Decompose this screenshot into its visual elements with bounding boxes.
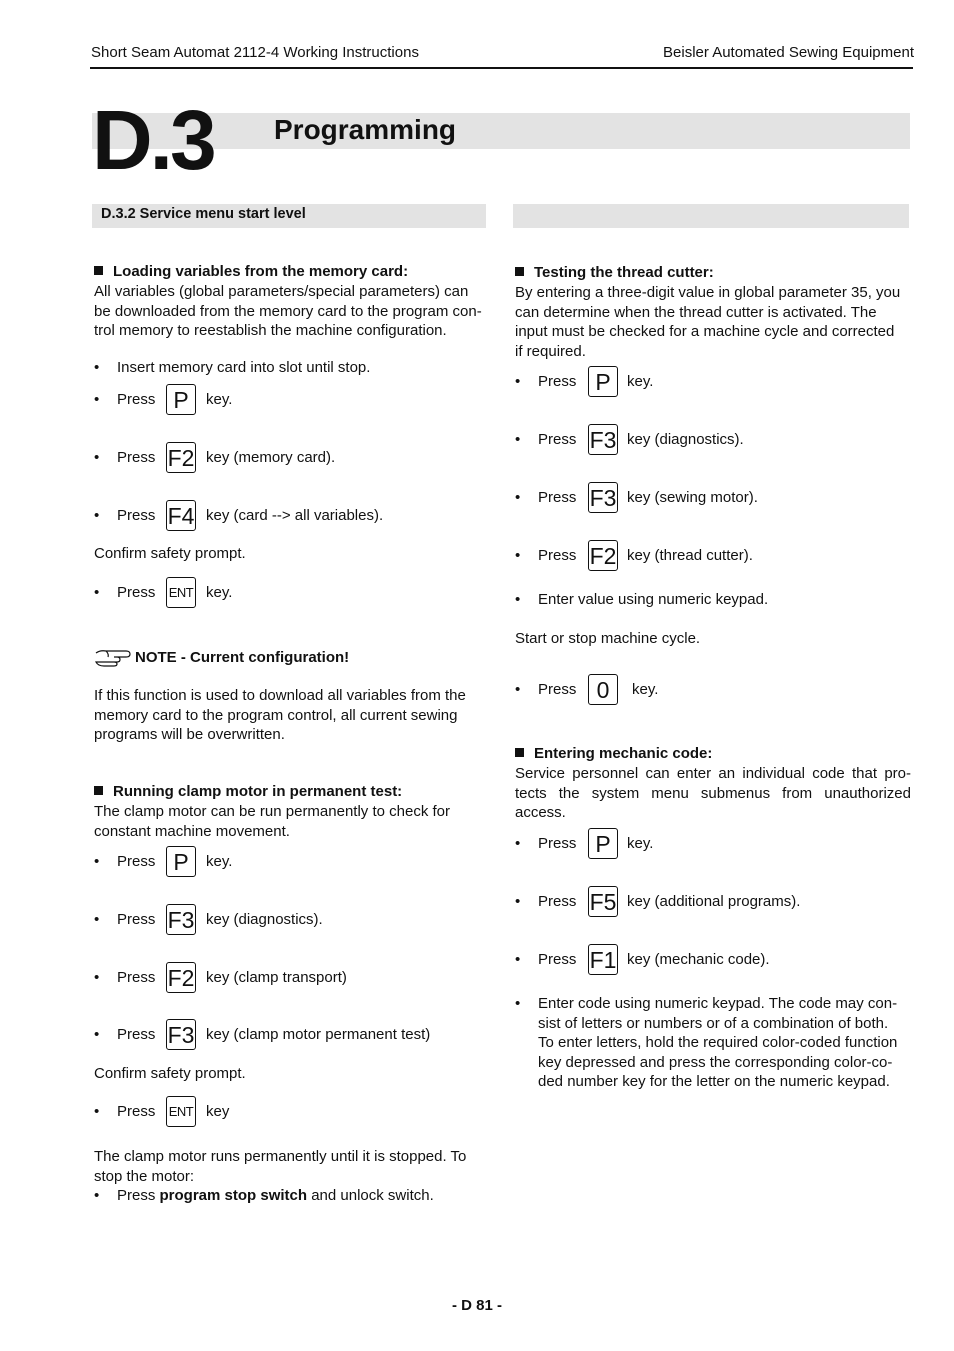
page-title: Programming [274, 114, 457, 145]
step-text: key. [206, 584, 233, 601]
key-p: P [166, 384, 196, 415]
list-item: • Press [515, 951, 577, 968]
key-f4: F4 [166, 500, 196, 531]
list-item: • Press [94, 911, 156, 928]
step-text: key. [627, 373, 654, 390]
step-text: key (diagnostics). [627, 431, 744, 448]
key-f5: F5 [588, 886, 618, 917]
key-f2: F2 [166, 442, 196, 473]
step-text: key (card --> all variables). [206, 507, 384, 524]
list-item: • Press [94, 391, 156, 408]
step-text: key (additional programs). [627, 893, 801, 910]
step-text: key. [206, 853, 233, 870]
note-heading: NOTE - Current configuration! [94, 647, 349, 669]
step-text: key (thread cutter). [627, 547, 753, 564]
step-text: key (mechanic code). [627, 951, 770, 968]
step-text: key (clamp motor permanent test) [206, 1026, 431, 1043]
key-f2: F2 [166, 962, 196, 993]
list-item: • Press [515, 489, 577, 506]
step-text: key. [206, 391, 233, 408]
pointing-hand-icon [94, 645, 132, 667]
list-item: • Press [94, 1103, 156, 1120]
key-p: P [588, 366, 618, 397]
header-left: Short Seam Automat 2112-4 Working Instructions [91, 44, 419, 61]
key-p: P [588, 828, 618, 859]
header-rule [90, 67, 913, 69]
list-item: • Press [94, 1026, 156, 1043]
list-item: • Press [515, 681, 577, 698]
list-item: • Enter code using numeric keypad. The code may con- sist of letters or numbers or of a combination of both. To enter letters, hold the required color-coded function key depressed and press the corresponding color-co- ded number key for the letter on the numeric keypad. [515, 995, 898, 1090]
paragraph-clamp-motor: The clamp motor can be run permanently to check for constant machine movement. [94, 803, 451, 840]
heading-mechanic-code: Entering mechanic code: [515, 744, 712, 764]
key-f3: F3 [166, 1019, 196, 1050]
square-bullet-icon [94, 786, 103, 795]
square-bullet-icon [94, 266, 103, 275]
list-item: • Press [515, 373, 577, 390]
key-f3: F3 [588, 424, 618, 455]
heading-thread-cutter: Testing the thread cutter: [515, 263, 714, 283]
start-stop-text: Start or stop machine cycle. [515, 630, 701, 647]
subsection-title: D.3.2 Service menu start level [101, 206, 306, 222]
list-item: • Press [94, 853, 156, 870]
key-f1: F1 [588, 944, 618, 975]
list-item: • Press [515, 547, 577, 564]
key-ent: ENT [166, 1096, 196, 1127]
page-number: - D 81 - [451, 1297, 502, 1314]
key-f3: F3 [588, 482, 618, 513]
step-text: key [206, 1103, 230, 1120]
note-paragraph: If this function is used to download all variables from the memory card to the program control, all current sewing programs will be overwritten. [94, 687, 466, 743]
list-item: • Press [515, 893, 577, 910]
list-item: • Press [94, 969, 156, 986]
key-zero: 0 [588, 674, 618, 705]
heading-load-variables: Loading variables from the memory card: [94, 262, 408, 282]
key-ent: ENT [166, 577, 196, 608]
step-text: key. [627, 835, 654, 852]
section-number: D.3 [92, 93, 214, 187]
key-p: P [166, 846, 196, 877]
key-f3: F3 [166, 904, 196, 935]
step-text: key (memory card). [206, 449, 336, 466]
list-item: • Press program stop switch and unlock switch. [94, 1187, 434, 1204]
confirm-text: Confirm safety prompt. [94, 1065, 246, 1082]
list-item: • Press [515, 431, 577, 448]
list-item: • Press [94, 507, 156, 524]
paragraph-thread-cutter: By entering a three-digit value in global parameter 35, you can determine when the thread cutter is activated. The input must be checked for a machine cycle and corrected if required. [515, 284, 901, 360]
confirm-text: Confirm safety prompt. [94, 545, 246, 562]
paragraph-mechanic-code: Service personnel can enter an individual code that pro- tects the system menu submenus from unauthorized access. [515, 765, 911, 821]
header-right: Beisler Automated Sewing Equipment [663, 44, 914, 61]
step-text: key. [632, 681, 659, 698]
list-item: • Press [515, 835, 577, 852]
step-text: key (clamp transport) [206, 969, 347, 986]
title-band [92, 113, 910, 149]
list-item: • Press [94, 449, 156, 466]
heading-clamp-motor: Running clamp motor in permanent test: [94, 782, 402, 802]
paragraph-load-variables: All variables (global parameters/special parameters) can be downloaded from the memory card to the program con- trol memory to reestablish the machine configuration. [94, 283, 482, 339]
list-item: • Enter value using numeric keypad. [515, 591, 769, 608]
list-item: • Insert memory card into slot until stop. [94, 359, 371, 376]
paragraph-stop-motor: The clamp motor runs permanently until it is stopped. To stop the motor: [94, 1148, 467, 1185]
step-text: key (diagnostics). [206, 911, 323, 928]
step-text: key (sewing motor). [627, 489, 758, 506]
subsection-band-right [513, 204, 909, 228]
key-f2: F2 [588, 540, 618, 571]
list-item: • Press [94, 584, 156, 601]
square-bullet-icon [515, 267, 524, 276]
square-bullet-icon [515, 748, 524, 757]
